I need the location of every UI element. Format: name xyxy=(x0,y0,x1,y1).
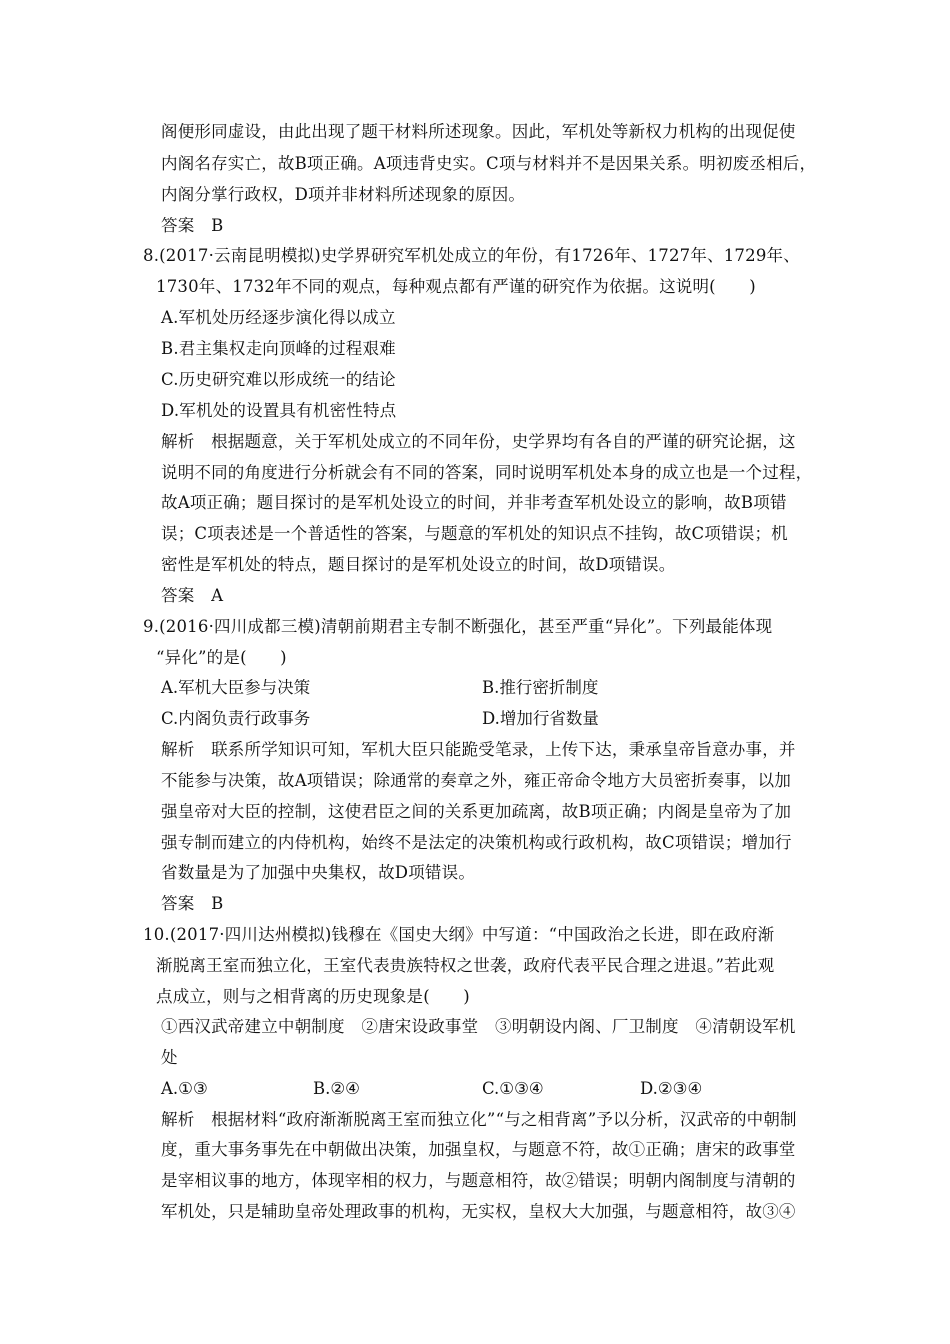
q8-answer: 答案 A xyxy=(161,586,224,605)
q10-stem-line-3: 点成立，则与之相背离的历史现象是( ) xyxy=(156,987,470,1006)
q10-stem-line-2: 渐脱离王室而独立化，王室代表贵族特权之世袭，政府代表平民合理之进退。”若此观 xyxy=(156,956,775,975)
q7-analysis-line-2: 内阁名存实亡，故B项正确。A项违背史实。C项与材料并不是因果关系。明初废丞相后， xyxy=(161,154,817,173)
q8-option-a: A.军机处历经逐步演化得以成立 xyxy=(161,308,396,327)
q10-items-line-2: 处 xyxy=(161,1048,178,1067)
q9-analysis-line-4: 强专制而建立的内侍机构，始终不是法定的决策机构或行政机构，故C项错误；增加行 xyxy=(161,833,792,852)
q8-analysis-line-4: 误；C项表述是一个普适性的答案，与题意的军机处的知识点不挂钩，故C项错误；机 xyxy=(161,524,788,543)
q8-stem-line-2: 1730年、1732年不同的观点，每种观点都有严谨的研究作为依据。这说明( ) xyxy=(156,277,756,296)
q8-analysis-line-1: 解析 根据题意，关于军机处成立的不同年份，史学界均有各自的严谨的研究论据，这 xyxy=(161,432,796,451)
q8-analysis-line-2: 说明不同的角度进行分析就会有不同的答案，同时说明军机处本身的成立也是一个过程， xyxy=(161,463,813,482)
q10-option-c: C.①③④ xyxy=(482,1079,544,1098)
q10-analysis-line-1: 解析 根据材料“政府渐渐脱离王室而独立化”“与之相背离”予以分析，汉武帝的中朝制 xyxy=(161,1110,797,1129)
q8-option-b: B.君主集权走向顶峰的过程艰难 xyxy=(161,339,396,358)
q10-analysis-line-2: 度，重大事务事先在中朝做出决策，加强皇权，与题意不符，故①正确；唐宋的政事堂 xyxy=(161,1140,796,1159)
q9-stem-line-2: “异化”的是( ) xyxy=(156,648,287,667)
q8-analysis-line-5: 密性是军机处的特点，题目探讨的是军机处设立的时间，故D项错误。 xyxy=(161,555,676,574)
q10-analysis-line-3: 是宰相议事的地方，体现宰相的权力，与题意相符，故②错误；明朝内阁制度与清朝的 xyxy=(161,1171,796,1190)
q10-analysis-line-4: 军机处，只是辅助皇帝处理政事的机构，无实权，皇权大大加强，与题意相符，故③④ xyxy=(161,1202,796,1221)
q10-stem-line-1: 10.(2017·四川达州模拟)钱穆在《国史大纲》中写道：“中国政治之长进，即在政府渐 xyxy=(143,925,775,944)
q9-analysis-line-3: 强皇帝对大臣的控制，这使君臣之间的关系更加疏离，故B项正确；内阁是皇帝为了加 xyxy=(161,802,792,821)
q8-analysis-line-3: 故A项正确；题目探讨的是军机处设立的时间，并非考查军机处设立的影响，故B项错 xyxy=(161,493,787,512)
q9-option-d: D.增加行省数量 xyxy=(482,709,599,728)
q8-stem-line-1: 8.(2017·云南昆明模拟)史学界研究军机处成立的年份，有1726年、1727年、1729年、 xyxy=(143,246,800,265)
q7-analysis-line-1: 阁便形同虚设，由此出现了题干材料所述现象。因此，军机处等新权力机构的出现促使 xyxy=(161,122,796,141)
q9-answer: 答案 B xyxy=(161,894,224,913)
q9-analysis-line-2: 不能参与决策，故A项错误；除通常的奏章之外，雍正帝命令地方大员密折奏事，以加 xyxy=(161,771,792,790)
q10-items-line-1: ①西汉武帝建立中朝制度 ②唐宋设政事堂 ③明朝设内阁、厂卫制度 ④清朝设军机 xyxy=(161,1017,796,1036)
q7-answer: 答案 B xyxy=(161,216,224,235)
q9-option-a: A.军机大臣参与决策 xyxy=(161,678,311,697)
q10-option-a: A.①③ xyxy=(161,1079,208,1098)
q8-option-c: C.历史研究难以形成统一的结论 xyxy=(161,370,396,389)
q9-analysis-line-5: 省数量是为了加强中央集权，故D项错误。 xyxy=(161,863,476,882)
q10-option-d: D.②③④ xyxy=(640,1079,703,1098)
q9-option-c: C.内阁负责行政事务 xyxy=(161,709,311,728)
q8-option-d: D.军机处的设置具有机密性特点 xyxy=(161,401,397,420)
q9-analysis-line-1: 解析 联系所学知识可知，军机大臣只能跪受笔录，上传下达，秉承皇帝旨意办事，并 xyxy=(161,740,796,759)
q10-option-b: B.②④ xyxy=(313,1079,360,1098)
q9-stem-line-1: 9.(2016·四川成都三模)清朝前期君主专制不断强化，甚至严重“异化”。下列最能体现 xyxy=(143,617,773,636)
q9-option-b: B.推行密折制度 xyxy=(482,678,599,697)
q7-analysis-line-3: 内阁分掌行政权，D项并非材料所述现象的原因。 xyxy=(161,185,526,204)
